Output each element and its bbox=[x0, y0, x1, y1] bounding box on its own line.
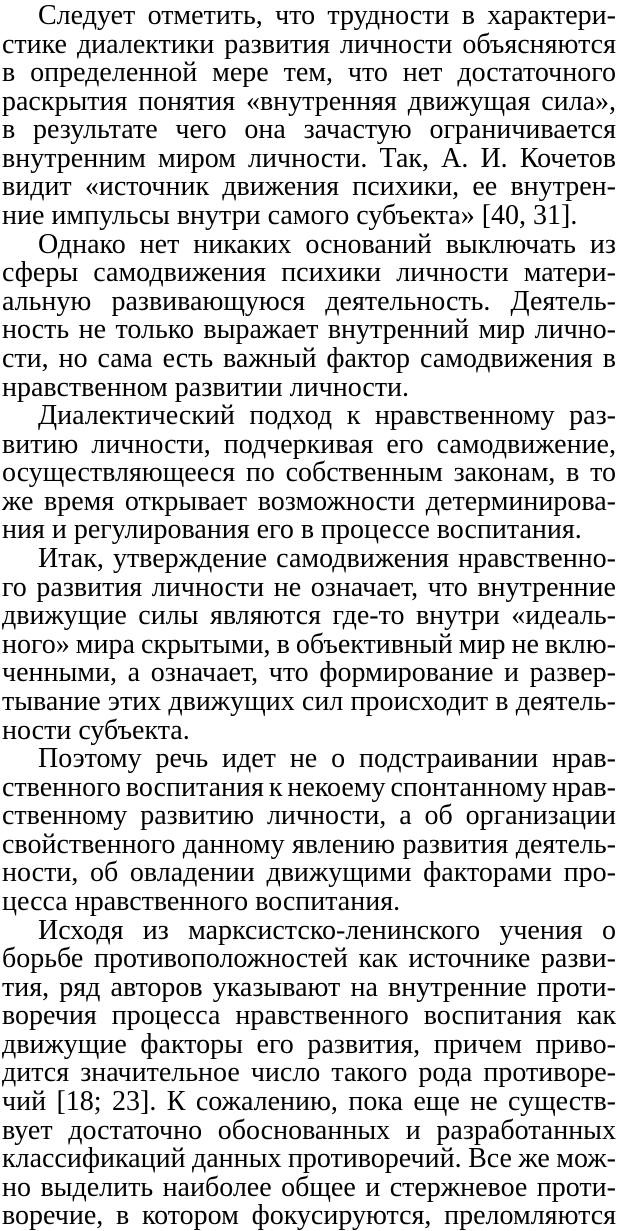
text-line: воречия процесса нравственного воспитания как bbox=[2, 1000, 616, 1032]
text-line: ние импульсы внутри самого субъекта» [40, 31]. bbox=[2, 200, 578, 232]
text-line: Однако нет никаких оснований выключать из bbox=[38, 228, 616, 260]
text-line: ности, об овладении движущими факторами про- bbox=[2, 857, 616, 889]
text-line: ственного воспитания к некоему спонтанному нрав- bbox=[2, 771, 616, 803]
text-line: чий [18; 23]. К сожалению, пока еще не существ- bbox=[2, 1086, 616, 1118]
text-line: тывание этих движущих сил происходит в деятель- bbox=[2, 685, 616, 717]
text-line: ченными, а означает, что формирование и развер- bbox=[2, 657, 616, 689]
text-line: цесса нравственного воспитания. bbox=[2, 885, 401, 917]
text-line: видит «источник движения психики, ее внутрен- bbox=[2, 171, 616, 203]
text-line: свойственного данному явлению развития деятель- bbox=[2, 828, 616, 860]
text-line: сферы самодвижения психики личности матери- bbox=[2, 257, 616, 289]
text-line: Диалектический подход к нравственному раз- bbox=[38, 400, 616, 432]
text-line: витию личности, подчеркивая его самодвижение, bbox=[2, 428, 616, 460]
text-line: стике диалектики развития личности объясняются bbox=[2, 28, 616, 60]
text-line: воречие, в котором фокусируются, преломляются bbox=[2, 1200, 616, 1231]
text-line: движущие факторы его развития, причем приво- bbox=[2, 1028, 616, 1060]
text-line: ности субъекта. bbox=[2, 714, 190, 746]
text-line: ственному развитию личности, а об организации bbox=[2, 800, 616, 832]
text-line: ность не только выражает внутренний мир лично- bbox=[2, 314, 616, 346]
text-line: классификаций данных противоречий. Все же мож- bbox=[2, 1143, 616, 1175]
text-line: ного» мира скрытыми, в объективный мир не вклю- bbox=[2, 628, 616, 660]
text-line: нравственном развитии личности. bbox=[2, 371, 410, 403]
text-line: осуществляющееся по собственным законам, в то bbox=[2, 457, 616, 489]
text-line: движущие силы являются где-то внутри «идеаль- bbox=[2, 600, 616, 632]
text-line: в определенной мере тем, что нет достаточного bbox=[2, 57, 616, 89]
text-line: Поэтому речь идет не о подстраивании нрав- bbox=[38, 743, 616, 775]
text-line: го развития личности не означает, что внутренние bbox=[2, 571, 616, 603]
text-line: Следует отметить, что трудности в характери- bbox=[38, 0, 616, 31]
text-line: раскрытия понятия «внутренняя движущая сила», bbox=[2, 85, 616, 117]
text-line: в результате чего она зачастую ограничивается bbox=[2, 114, 616, 146]
text-line: альную развивающуюся деятельность. Деятель- bbox=[2, 285, 616, 317]
text-line: но выделить наиболее общее и стержневое проти- bbox=[2, 1171, 616, 1203]
text-line: ния и регулирования его в процессе воспитания. bbox=[2, 514, 582, 546]
text-line: внутренним миром личности. Так, А. И. Кочетов bbox=[2, 142, 616, 174]
text-line: сти, но сама есть важный фактор самодвижения в bbox=[2, 342, 616, 374]
text-line: Исходя из марксистско-ленинского учения о bbox=[38, 914, 616, 946]
text-line: же время открывает возможности детерминирова- bbox=[2, 485, 616, 517]
text-line: Итак, утверждение самодвижения нравственно- bbox=[38, 543, 616, 575]
text-line: борьбе противоположностей как источнике разви- bbox=[2, 943, 616, 975]
text-line: тия, ряд авторов указывают на внутренние проти- bbox=[2, 971, 616, 1003]
text-line: вует достаточно обоснованных и разработанных bbox=[2, 1114, 616, 1146]
text-line: дится значительное число такого рода противоре- bbox=[2, 1057, 616, 1089]
